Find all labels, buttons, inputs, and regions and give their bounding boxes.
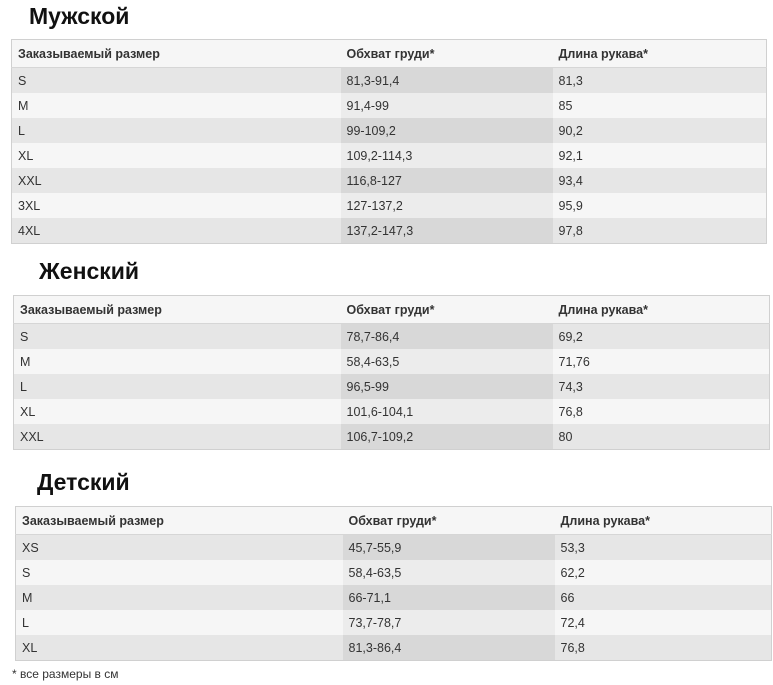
- table-row: [12, 143, 767, 168]
- cell-sleeve-length: 95,9: [553, 193, 767, 218]
- table-header-row: [14, 296, 770, 324]
- cell-sleeve-length: 69,2: [553, 324, 770, 350]
- section-title-kids: Детский: [37, 469, 130, 495]
- cell-sleeve-length: 97,8: [553, 218, 767, 244]
- cell-sleeve-length: 62,2: [555, 560, 772, 585]
- cell-chest-girth: 127-137,2: [341, 193, 553, 218]
- cell-chest-girth: 91,4-99: [341, 93, 553, 118]
- footnote-units: * все размеры в см: [12, 667, 119, 681]
- header-chest-girth: Обхват груди*: [343, 507, 555, 535]
- table-row: [16, 560, 772, 585]
- cell-chest-girth: 45,7-55,9: [343, 535, 555, 561]
- cell-chest-girth: 66-71,1: [343, 585, 555, 610]
- cell-chest-girth: 96,5-99: [341, 374, 553, 399]
- table-row: [16, 585, 772, 610]
- table-row: [14, 324, 770, 350]
- table-row: [14, 424, 770, 450]
- table-row: [16, 610, 772, 635]
- cell-sleeve-length: 76,8: [553, 399, 770, 424]
- cell-sleeve-length: 74,3: [553, 374, 770, 399]
- cell-chest-girth: 81,3-86,4: [343, 635, 555, 661]
- size-table-kids: [15, 506, 772, 661]
- header-sleeve-length: Длина рукава*: [553, 40, 767, 68]
- cell-size: M: [12, 93, 341, 118]
- cell-sleeve-length: 85: [553, 93, 767, 118]
- cell-size: M: [16, 585, 343, 610]
- cell-size: S: [16, 560, 343, 585]
- cell-size: M: [14, 349, 341, 374]
- cell-chest-girth: 78,7-86,4: [341, 324, 553, 350]
- cell-chest-girth: 101,6-104,1: [341, 399, 553, 424]
- cell-chest-girth: 99-109,2: [341, 118, 553, 143]
- header-ordered-size: Заказываемый размер: [12, 40, 341, 68]
- table-row: [16, 635, 772, 661]
- section-title-women: Женский: [39, 258, 140, 284]
- table-header-row: [16, 507, 772, 535]
- cell-chest-girth: 137,2-147,3: [341, 218, 553, 244]
- cell-size: L: [16, 610, 343, 635]
- table-row: [14, 349, 770, 374]
- cell-chest-girth: 81,3-91,4: [341, 68, 553, 94]
- cell-sleeve-length: 81,3: [553, 68, 767, 94]
- table-row: [12, 168, 767, 193]
- cell-chest-girth: 58,4-63,5: [343, 560, 555, 585]
- section-title-men: Мужской: [29, 3, 130, 29]
- cell-chest-girth: 116,8-127: [341, 168, 553, 193]
- table-row: [12, 93, 767, 118]
- cell-chest-girth: 106,7-109,2: [341, 424, 553, 450]
- size-table-women: [13, 295, 770, 450]
- cell-sleeve-length: 71,76: [553, 349, 770, 374]
- cell-size: XL: [14, 399, 341, 424]
- cell-sleeve-length: 66: [555, 585, 772, 610]
- cell-sleeve-length: 92,1: [553, 143, 767, 168]
- table-row: [14, 374, 770, 399]
- cell-size: L: [12, 118, 341, 143]
- cell-size: S: [14, 324, 341, 350]
- header-chest-girth: Обхват груди*: [341, 296, 553, 324]
- cell-size: XS: [16, 535, 343, 561]
- header-chest-girth: Обхват груди*: [341, 40, 553, 68]
- cell-size: XL: [16, 635, 343, 661]
- table-row: [14, 399, 770, 424]
- header-sleeve-length: Длина рукава*: [553, 296, 770, 324]
- cell-sleeve-length: 76,8: [555, 635, 772, 661]
- header-ordered-size: Заказываемый размер: [16, 507, 343, 535]
- cell-size: 4XL: [12, 218, 341, 244]
- table-row: [16, 535, 772, 561]
- cell-size: S: [12, 68, 341, 94]
- table-header-row: [12, 40, 767, 68]
- cell-size: 3XL: [12, 193, 341, 218]
- table-row: [12, 218, 767, 244]
- cell-size: XXL: [14, 424, 341, 450]
- cell-size: XXL: [12, 168, 341, 193]
- cell-size: XL: [12, 143, 341, 168]
- cell-sleeve-length: 90,2: [553, 118, 767, 143]
- cell-size: L: [14, 374, 341, 399]
- header-ordered-size: Заказываемый размер: [14, 296, 341, 324]
- table-row: [12, 193, 767, 218]
- size-table-men: [11, 39, 767, 244]
- cell-chest-girth: 109,2-114,3: [341, 143, 553, 168]
- cell-chest-girth: 58,4-63,5: [341, 349, 553, 374]
- table-row: [12, 68, 767, 94]
- cell-chest-girth: 73,7-78,7: [343, 610, 555, 635]
- cell-sleeve-length: 72,4: [555, 610, 772, 635]
- table-row: [12, 118, 767, 143]
- header-sleeve-length: Длина рукава*: [555, 507, 772, 535]
- cell-sleeve-length: 53,3: [555, 535, 772, 561]
- cell-sleeve-length: 80: [553, 424, 770, 450]
- cell-sleeve-length: 93,4: [553, 168, 767, 193]
